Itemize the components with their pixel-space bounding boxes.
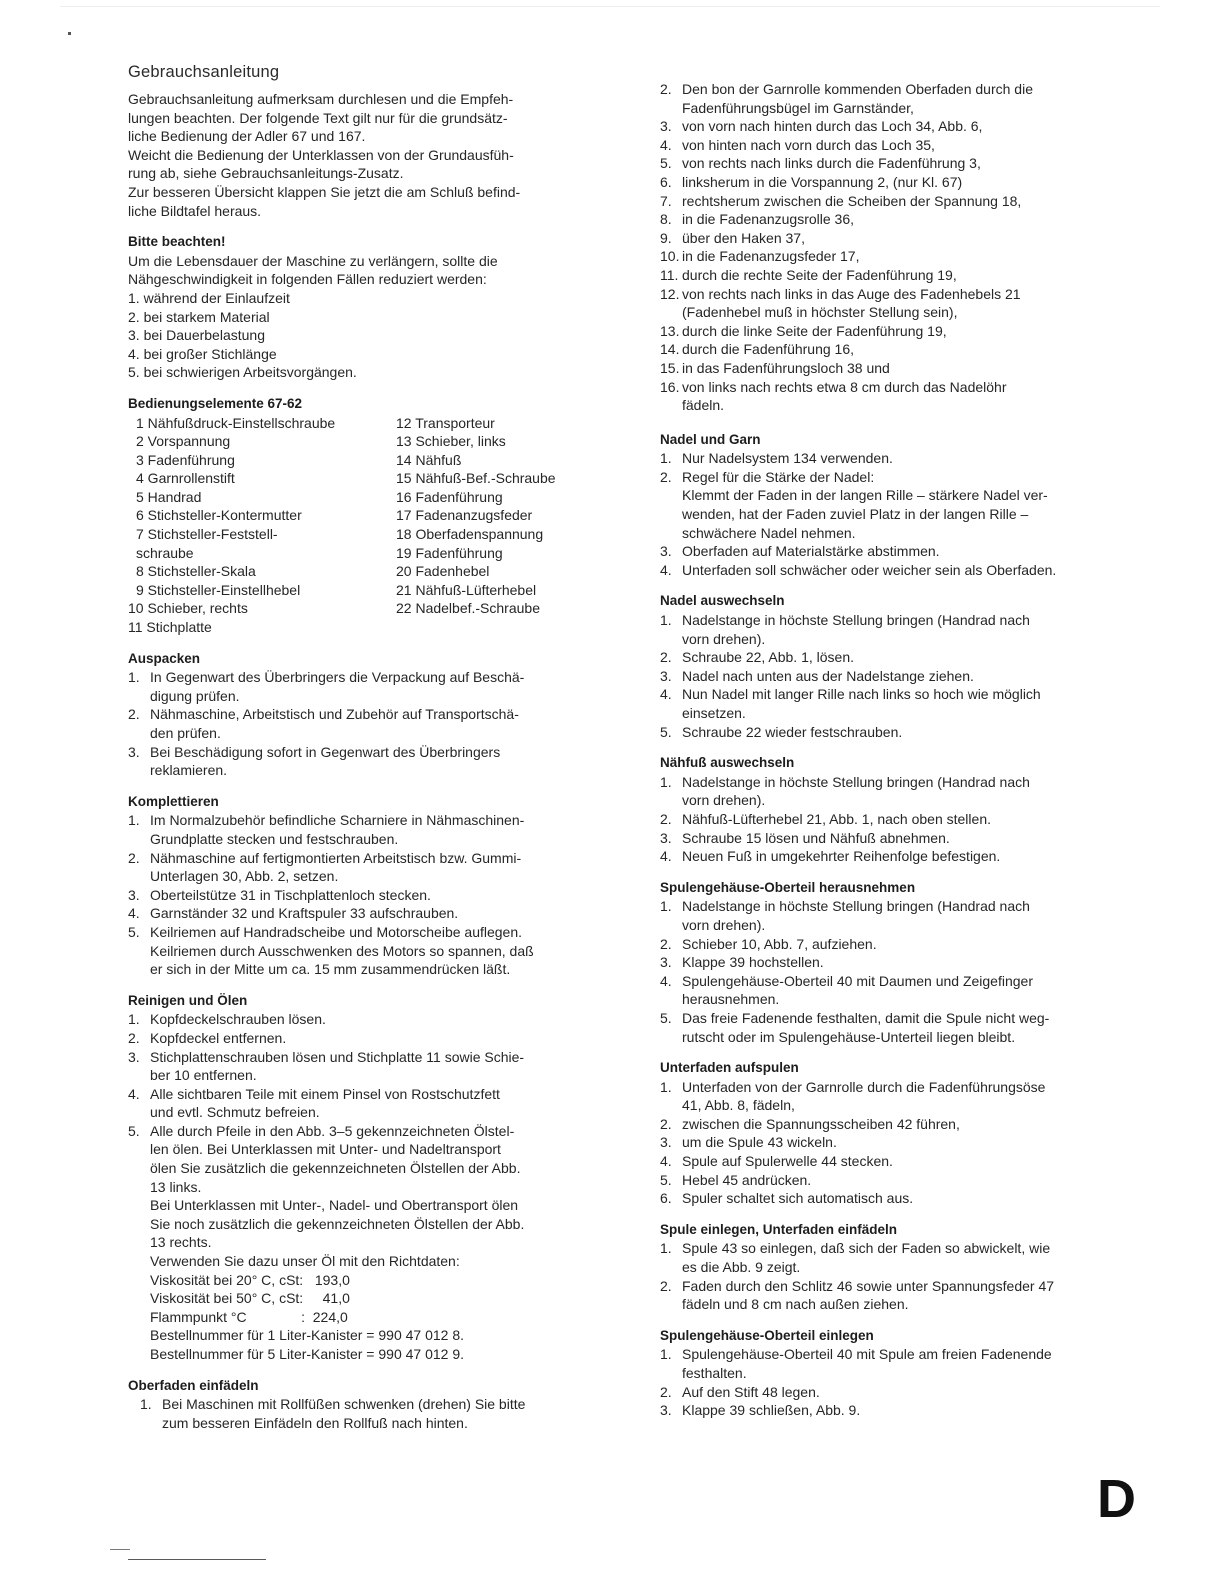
list-item xyxy=(660,322,1140,341)
step-list xyxy=(128,811,603,978)
item-text: Unterfaden soll schwächer oder weicher sein als Oberfaden. xyxy=(682,561,1057,578)
item-text: Neuen Fuß in umgekehrter Reihenfolge befestigen. xyxy=(682,848,1001,865)
list-item xyxy=(660,1401,1140,1420)
legend-item: 16 Fadenführung xyxy=(396,488,503,505)
list-item xyxy=(660,773,1140,810)
item-text: Schieber 10, Abb. 7, aufziehen. xyxy=(682,935,877,952)
section-title: Oberfaden einfädeln xyxy=(128,1377,259,1393)
legend-item: 6 Stichsteller-Kontermutter xyxy=(136,507,302,524)
scan-speck xyxy=(68,32,71,35)
item-text: Schraube 22 wieder festschrauben. xyxy=(682,723,903,740)
list-item xyxy=(660,1345,1140,1382)
item-number: 2. xyxy=(660,649,672,666)
oil-order-number-5l: Bestellnummer für 5 Liter-Kanister = 990 47 012 9. xyxy=(150,1346,465,1362)
list-item xyxy=(660,667,1140,686)
item-number: 2. xyxy=(128,849,140,866)
list-item xyxy=(128,811,603,848)
list-item xyxy=(128,705,603,742)
item-text: Nähfuß-Lüfterhebel 21, Abb. 1, nach oben stellen. xyxy=(682,810,991,827)
section-auspacken xyxy=(128,650,603,780)
controls-legend-right xyxy=(396,414,603,637)
item-text: Stichplattenschrauben lösen und Stichplatte 11 sowie Schie- ber 10 entfernen. xyxy=(150,1048,525,1084)
item-number: 4. xyxy=(128,905,140,922)
item-number: 1. xyxy=(128,1011,140,1028)
item-number: 3. xyxy=(660,543,672,560)
step-list xyxy=(660,449,1140,579)
list-item xyxy=(660,953,1140,972)
step-list xyxy=(660,897,1140,1046)
list-item xyxy=(128,886,603,905)
legend-item: 4 Garnrollenstift xyxy=(136,470,235,487)
item-text: Auf den Stift 48 legen. xyxy=(682,1383,820,1400)
list-item xyxy=(128,923,603,979)
list-item xyxy=(660,561,1140,580)
section-spule-einlegen xyxy=(660,1221,1140,1314)
item-text: Alle sichtbaren Teile mit einem Pinsel von Rostschutzfett und evtl. Schmutz befreien. xyxy=(150,1085,500,1121)
item-number: 1. xyxy=(660,773,672,790)
item-number: 4. xyxy=(660,1153,672,1170)
item-number: 4. xyxy=(660,561,672,578)
item-number: 4. xyxy=(660,972,672,989)
step-list xyxy=(660,1239,1140,1313)
legend-item: 5 Handrad xyxy=(136,488,202,505)
section-bitte-beachten xyxy=(128,233,603,382)
item-number: 1. xyxy=(140,1396,152,1413)
step-list xyxy=(128,1395,603,1432)
item-number: 2. xyxy=(660,1383,672,1400)
item-number: 4. xyxy=(128,1085,140,1102)
section-title: Bitte beachten! xyxy=(128,234,226,250)
item-text: Nur Nadelsystem 134 verwenden. xyxy=(682,450,893,467)
item-text: durch die rechte Seite der Fadenführung 19, xyxy=(682,266,957,283)
section-title: Reinigen und Ölen xyxy=(128,992,248,1008)
list-item xyxy=(128,904,603,923)
list-item xyxy=(128,849,603,886)
item-text: Klappe 39 hochstellen. xyxy=(682,954,824,971)
step-list xyxy=(660,611,1140,741)
item-text: von rechts nach links durch die Fadenführung 3, xyxy=(682,155,981,172)
list-item xyxy=(660,1239,1140,1276)
list-item xyxy=(660,1171,1140,1190)
item-text: Kopfdeckelschrauben lösen. xyxy=(150,1011,326,1028)
item-text: in das Fadenführungsloch 38 und xyxy=(682,359,890,376)
list-item xyxy=(660,829,1140,848)
list-item xyxy=(660,1277,1140,1314)
list-item xyxy=(660,542,1140,561)
item-text: Alle durch Pfeile in den Abb. 3–5 gekennzeichneten Ölstel- len ölen. Bei Unterklassen mit Unter- und Nadeltransport ölen Sie zusätzlich die gekennzeichneten Ölstellen der Abb. 13 links. Bei Unterklassen mit Unter-, Nadel- und Obertransport ölen Sie noch zusätzlich die gekennzeichneten Ölstellen der Abb. 13 rechts. Verwenden Sie dazu unser Öl mit den Richtdaten: xyxy=(150,1122,525,1270)
item-text: Unterfaden von der Garnrolle durch die Fadenführungsöse 41, Abb. 8, fädeln, xyxy=(682,1078,1046,1114)
section-title: Nähfuß auswechseln xyxy=(660,755,795,771)
section-nadel-und-garn xyxy=(660,431,1140,580)
section-title: Nadel und Garn xyxy=(660,431,761,447)
list-item xyxy=(660,340,1140,359)
legend-item: 19 Fadenführung xyxy=(396,544,503,561)
item-text: in die Fadenanzugsfeder 17, xyxy=(682,248,860,265)
oil-spec-viscosity-20: Viskosität bei 20° C, cSt: 193,0 xyxy=(150,1271,350,1288)
left-column xyxy=(128,90,603,1432)
list-item xyxy=(128,668,603,705)
item-number: 8. xyxy=(660,211,672,228)
list-item xyxy=(660,1383,1140,1402)
section-spulengehaeuse-einlegen xyxy=(660,1327,1140,1420)
list-item xyxy=(660,378,1140,415)
section-komplettieren xyxy=(128,793,603,979)
section-title: Komplettieren xyxy=(128,793,219,809)
item-text: Oberfaden auf Materialstärke abstimmen. xyxy=(682,543,940,560)
section-oberfaden-einfaedeln xyxy=(128,1377,603,1433)
list-item xyxy=(660,266,1140,285)
scan-mark xyxy=(110,1549,130,1550)
item-number: 1. xyxy=(128,669,140,686)
item-text: von rechts nach links in das Auge des Fadenhebels 21 (Fadenhebel muß in höchster Stellung sein), xyxy=(682,285,1021,321)
section-title: Spule einlegen, Unterfaden einfädeln xyxy=(660,1221,898,1237)
list-item xyxy=(660,449,1140,468)
item-text: Nähmaschine auf fertigmontierten Arbeitstisch bzw. Gummi- Unterlagen 30, Abb. 2, setzen. xyxy=(150,849,522,885)
item-number: 4. xyxy=(660,686,672,703)
item-text: Nadel nach unten aus der Nadelstange ziehen. xyxy=(682,667,974,684)
item-number: 2. xyxy=(128,1029,140,1046)
list-item xyxy=(660,1133,1140,1152)
section-reinigen-oelen xyxy=(128,992,603,1364)
legend-item: 12 Transporteur xyxy=(396,414,495,431)
section-title: Bedienungselemente 67-62 xyxy=(128,395,303,411)
section-title: Auspacken xyxy=(128,650,201,666)
legend-item: 11 Stichplatte xyxy=(128,619,212,636)
section-text: Um die Lebensdauer der Maschine zu verlängern, sollte die Nähgeschwindigkeit in folgenden Fällen reduziert werden: 1. während der Einlaufzeit 2. bei starkem Material 3. bei Dauerbelastung 4. bei großer Stichlänge 5. bei schwierigen Arbeitsvorgängen. xyxy=(128,252,498,381)
list-item xyxy=(660,611,1140,648)
item-text: über den Haken 37, xyxy=(682,229,805,246)
item-number: 3. xyxy=(660,1402,672,1419)
list-item xyxy=(660,468,1140,542)
section-nadel-auswechseln xyxy=(660,592,1140,741)
legend-item: 8 Stichsteller-Skala xyxy=(136,563,256,580)
list-item xyxy=(660,648,1140,667)
item-text: von links nach rechts etwa 8 cm durch das Nadelöhr fädeln. xyxy=(682,378,1007,414)
legend-item: 14 Nähfuß xyxy=(396,451,462,468)
section-bedienungselemente xyxy=(128,395,603,637)
list-item xyxy=(660,229,1140,248)
list-item xyxy=(660,897,1140,934)
item-text: Spulengehäuse-Oberteil 40 mit Daumen und Zeigefinger herausnehmen. xyxy=(682,972,1033,1008)
section-spulengehaeuse-herausnehmen xyxy=(660,879,1140,1046)
step-list xyxy=(128,1010,603,1363)
item-number: 3. xyxy=(128,743,140,760)
item-body xyxy=(150,1122,603,1364)
legend-item: 9 Stichsteller-Einstellhebel xyxy=(136,581,301,598)
list-item xyxy=(128,743,603,780)
item-number: 4. xyxy=(660,136,672,153)
item-text: zwischen die Spannungsscheiben 42 führen, xyxy=(682,1115,960,1132)
list-item xyxy=(128,1029,603,1048)
item-number: 2. xyxy=(128,706,140,723)
legend-item: 13 Schieber, links xyxy=(396,433,506,450)
list-item xyxy=(660,173,1140,192)
item-text: Bei Maschinen mit Rollfüßen schwenken (drehen) Sie bitte zum besseren Einfädeln den Rollfuß nach hinten. xyxy=(162,1396,526,1431)
legend-item: 20 Fadenhebel xyxy=(396,563,490,580)
scan-underline xyxy=(128,1559,266,1560)
section-title: Unterfaden aufspulen xyxy=(660,1060,799,1076)
legend-item: 22 Nadelbef.-Schraube xyxy=(396,600,540,617)
list-item xyxy=(660,1009,1140,1046)
item-text: Garnständer 32 und Kraftspuler 33 aufschrauben. xyxy=(150,905,459,922)
legend-item: 15 Nähfuß-Bef.-Schraube xyxy=(396,470,556,487)
item-text: Spulengehäuse-Oberteil 40 mit Spule am freien Fadenende festhalten. xyxy=(682,1346,1052,1381)
item-text: durch die linke Seite der Fadenführung 19, xyxy=(682,322,947,339)
item-number: 5. xyxy=(660,723,672,740)
legend-item: 17 Fadenanzugsfeder xyxy=(396,507,533,524)
item-text: Den bon der Garnrolle kommenden Oberfaden durch die Fadenführungsbügel im Garnständer, xyxy=(682,81,1033,116)
item-text: Regel für die Stärke der Nadel: Klemmt der Faden in der langen Rille – stärkere Nadel ver- wenden, hat der Faden zuviel Platz in der langen Rille – schwächere Nadel nehmen. xyxy=(682,468,1048,541)
oil-spec-flashpoint: Flammpunkt °C : 224,0 xyxy=(150,1308,348,1325)
item-number: 15. xyxy=(660,359,680,376)
list-item xyxy=(660,285,1140,322)
step-list xyxy=(660,773,1140,866)
list-item xyxy=(128,1085,603,1122)
item-text: Im Normalzubehör befindliche Scharniere in Nähmaschinen- Grundplatte stecken und festschrauben. xyxy=(150,812,525,847)
step-list xyxy=(660,1078,1140,1208)
list-item xyxy=(660,117,1140,136)
item-text: In Gegenwart des Überbringers die Verpackung auf Beschä- digung prüfen. xyxy=(150,669,525,704)
list-item xyxy=(660,723,1140,742)
item-number: 2. xyxy=(660,1277,672,1294)
item-text: durch die Fadenführung 16, xyxy=(682,341,855,358)
page-title: Gebrauchsanleitung xyxy=(128,63,280,82)
item-text: Nadelstange in höchste Stellung bringen (Handrad nach vorn drehen). xyxy=(682,773,1030,809)
item-number: 5. xyxy=(660,1171,672,1188)
item-number: 13. xyxy=(660,322,680,339)
list-item xyxy=(660,847,1140,866)
item-text: Hebel 45 andrücken. xyxy=(682,1171,812,1188)
item-number: 1. xyxy=(660,1346,672,1363)
list-item xyxy=(660,210,1140,229)
item-number: 3. xyxy=(128,1048,140,1065)
item-number: 2. xyxy=(660,935,672,952)
section-title: Nadel auswechseln xyxy=(660,593,785,609)
item-text: Nun Nadel mit langer Rille nach links so hoch wie möglich einsetzen. xyxy=(682,686,1041,721)
list-item xyxy=(660,1115,1140,1134)
section-unterfaden-aufspulen xyxy=(660,1059,1140,1208)
item-text: Nadelstange in höchste Stellung bringen (Handrad nach vorn drehen). xyxy=(682,898,1030,933)
item-number: 1. xyxy=(660,898,672,915)
legend-item: 3 Fadenführung xyxy=(136,451,235,468)
item-text: Keilriemen auf Handradscheibe und Motorscheibe auflegen. Keilriemen durch Ausschwenken des Motors so spannen, daß er sich in der Mitte um ca. 15 mm zusammendrücken läßt. xyxy=(150,923,534,978)
threading-steps-continued xyxy=(660,80,1140,415)
item-number: 14. xyxy=(660,341,680,358)
item-text: Nadelstange in höchste Stellung bringen (Handrad nach vorn drehen). xyxy=(682,612,1030,647)
item-number: 5. xyxy=(128,923,140,940)
item-number: 3. xyxy=(660,667,672,684)
item-number: 3. xyxy=(660,1134,672,1151)
item-number: 4. xyxy=(660,848,672,865)
item-text: um die Spule 43 wickeln. xyxy=(682,1134,837,1151)
list-item xyxy=(660,192,1140,211)
legend-item: 2 Vorspannung xyxy=(136,433,231,450)
list-item xyxy=(128,1048,603,1085)
item-number: 5. xyxy=(660,1009,672,1026)
item-number: 2. xyxy=(660,468,672,485)
item-number: 2. xyxy=(660,81,672,97)
list-item xyxy=(660,972,1140,1009)
item-number: 6. xyxy=(660,1190,672,1207)
item-number: 7. xyxy=(660,192,672,209)
item-number: 16. xyxy=(660,378,680,395)
list-item xyxy=(660,1152,1140,1171)
scan-edge-line xyxy=(60,6,1160,7)
item-number: 3. xyxy=(660,829,672,846)
item-text: Kopfdeckel entfernen. xyxy=(150,1029,287,1046)
legend-item: 7 Stichsteller-Feststell- schraube xyxy=(136,526,278,561)
item-text: Oberteilstütze 31 in Tischplattenloch stecken. xyxy=(150,886,431,903)
list-item xyxy=(140,1395,603,1432)
list-item xyxy=(660,810,1140,829)
item-text: Spuler schaltet sich automatisch aus. xyxy=(682,1190,914,1207)
section-title: Spulengehäuse-Oberteil einlegen xyxy=(660,1327,874,1343)
section-naehfuss-auswechseln xyxy=(660,754,1140,866)
item-number: 1. xyxy=(660,612,672,629)
list-item xyxy=(660,154,1140,173)
controls-legend-left xyxy=(128,414,396,637)
list-item xyxy=(660,359,1140,378)
item-number: 3. xyxy=(660,954,672,971)
intro-paragraph: Gebrauchsanleitung aufmerksam durchlesen und die Empfeh- lungen beachten. Der folgende Text gilt nur für die grundsätz- liche Bedienung der Adler 67 und 167. Weicht die Bedienung der Unterklassen von der Grundausfüh- rung ab, siehe Gebrauchsanleitungs-Zusatz. Zur besseren Übersicht klappen Sie jetzt die am Schluß befind- liche Bildtafel heraus. xyxy=(128,91,521,219)
list-item xyxy=(660,136,1140,155)
item-number: 5. xyxy=(660,155,672,172)
item-text: Das freie Fadenende festhalten, damit die Spule nicht weg- rutscht oder im Spulengehäuse-Unterteil liegen bleibt. xyxy=(682,1009,1050,1045)
legend-item: 21 Nähfuß-Lüfterhebel xyxy=(396,581,537,598)
list-item xyxy=(660,247,1140,266)
list-item xyxy=(660,80,1140,117)
list-item xyxy=(660,685,1140,722)
oil-order-number-1l: Bestellnummer für 1 Liter-Kanister = 990 47 012 8. xyxy=(150,1327,465,1344)
item-number: 1. xyxy=(660,1078,672,1095)
item-number: 3. xyxy=(128,886,140,903)
item-number: 1. xyxy=(128,812,140,829)
item-text: linksherum in die Vorspannung 2, (nur Kl. 67) xyxy=(682,173,963,190)
item-text: Schraube 22, Abb. 1, lösen. xyxy=(682,649,855,666)
oil-spec-viscosity-50: Viskosität bei 50° C, cSt: 41,0 xyxy=(150,1290,350,1307)
item-number: 6. xyxy=(660,173,672,190)
legend-item: 10 Schieber, rechts xyxy=(128,600,248,617)
language-marker: D xyxy=(1097,1469,1136,1529)
item-number: 1. xyxy=(660,1240,672,1257)
item-text: Klappe 39 schließen, Abb. 9. xyxy=(682,1402,861,1419)
item-number: 9. xyxy=(660,229,672,246)
legend-item: 18 Oberfadenspannung xyxy=(396,526,544,543)
list-item xyxy=(660,1189,1140,1208)
step-list xyxy=(660,1345,1140,1419)
item-number: 2. xyxy=(660,810,672,827)
item-number: 5. xyxy=(128,1122,140,1139)
item-text: Schraube 15 lösen und Nähfuß abnehmen. xyxy=(682,829,950,846)
item-text: von vorn nach hinten durch das Loch 34, Abb. 6, xyxy=(682,118,983,135)
item-number: 1. xyxy=(660,450,672,467)
item-text: in die Fadenanzugsrolle 36, xyxy=(682,211,855,228)
item-text: Nähmaschine, Arbeitstisch und Zubehör auf Transportschä- den prüfen. xyxy=(150,706,519,741)
list-item xyxy=(128,1010,603,1029)
list-item xyxy=(660,935,1140,954)
item-number: 10. xyxy=(660,248,680,265)
item-text: Spule 43 so einlegen, daß sich der Faden so abwickelt, wie es die Abb. 9 zeigt. xyxy=(682,1240,1051,1276)
item-text: rechtsherum zwischen die Scheiben der Spannung 18, xyxy=(682,192,1022,209)
right-column xyxy=(660,80,1140,1420)
item-number: 3. xyxy=(660,118,672,135)
item-text: Bei Beschädigung sofort in Gegenwart des Überbringers reklamieren. xyxy=(150,743,501,779)
item-number: 11. xyxy=(660,266,679,283)
list-item xyxy=(660,1078,1140,1115)
item-text: Faden durch den Schlitz 46 sowie unter Spannungsfeder 47 fädeln und 8 cm nach außen ziehen. xyxy=(682,1277,1055,1313)
item-text: Spule auf Spulerwelle 44 stecken. xyxy=(682,1153,893,1170)
item-text: von hinten nach vorn durch das Loch 35, xyxy=(682,136,935,153)
list-item xyxy=(128,1122,603,1364)
legend-item: 1 Nähfußdruck-Einstellschraube xyxy=(136,414,336,431)
step-list xyxy=(128,668,603,780)
controls-legend xyxy=(128,414,603,637)
item-number: 2. xyxy=(660,1115,672,1132)
item-number: 12. xyxy=(660,285,680,302)
section-title: Spulengehäuse-Oberteil herausnehmen xyxy=(660,879,916,895)
